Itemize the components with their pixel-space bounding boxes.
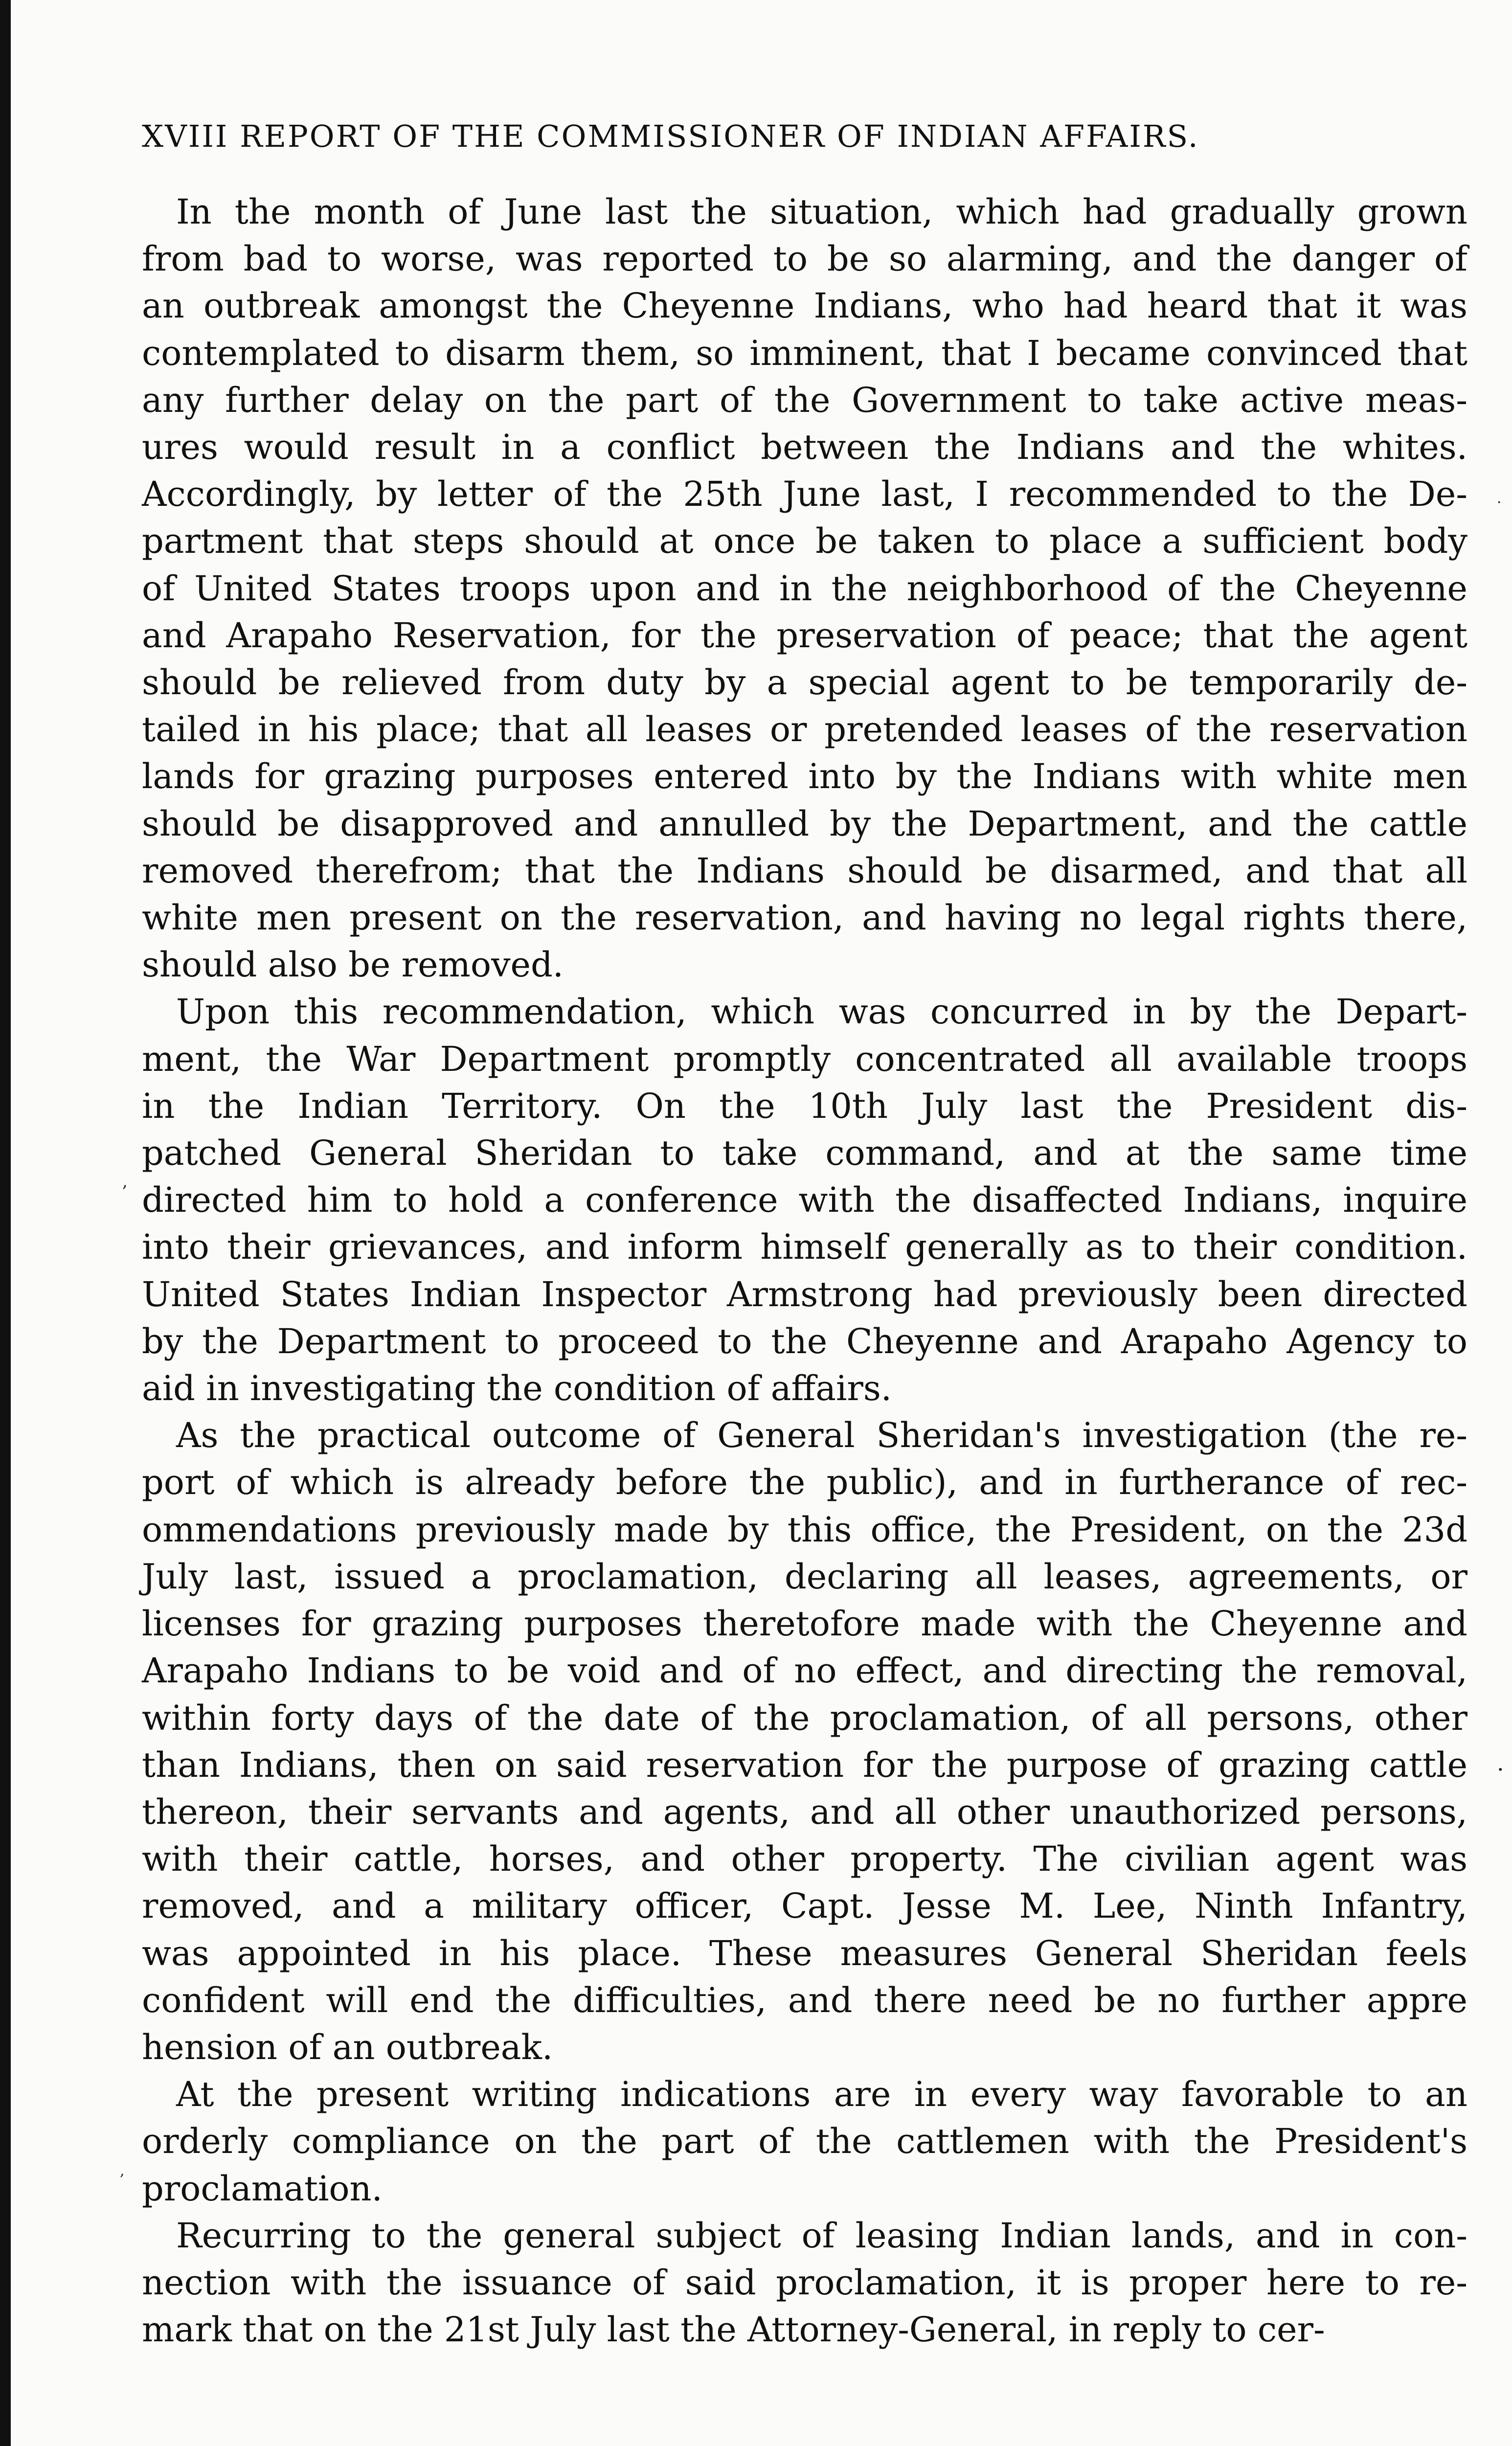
paragraph	[142, 988, 1467, 1412]
text-line: proclamation.	[142, 2168, 383, 2209]
text-line: thereon, their servants and agents, and all other unauthorized persons,	[142, 1791, 1467, 1832]
text-line: hension of an outbreak.	[142, 2027, 553, 2067]
text-line: ommendations previously made by this office, the President, on the 23d	[142, 1509, 1467, 1550]
text-line: by the Department to proceed to the Cheyenne and Arapaho Agency to	[142, 1321, 1467, 1361]
running-header: XVIII REPORT OF THE COMMISSIONER OF INDIAN AFFAIRS.	[142, 118, 1199, 154]
paragraph	[142, 2212, 1467, 2354]
text-line: directed him to hold a conference with the disaffected Indians, inquire	[142, 1180, 1467, 1221]
text-line: tailed in his place; that all leases or pretended leases of the reservation	[142, 709, 1467, 750]
text-line: in the Indian Territory. On the 10th July last the President dis-	[142, 1086, 1467, 1126]
text-line: removed, and a military officer, Capt. Jesse M. Lee, Ninth Infantry,	[142, 1886, 1467, 1926]
text-line: United States Indian Inspector Armstrong had previously been directed	[142, 1274, 1467, 1314]
text-line: aid in investigating the condition of affairs.	[142, 1368, 892, 1409]
margin-speck: ·	[1497, 494, 1502, 511]
text-line: mark that on the 21st July last the Attorney-General, in reply to cer-	[142, 2310, 1325, 2350]
text-line: July last, issued a proclamation, declaring all leases, agreements, or	[142, 1556, 1467, 1597]
text-line: within forty days of the date of the proclamation, of all persons, other	[142, 1698, 1467, 1738]
text-line: from bad to worse, was reported to be so alarming, and the danger of	[142, 239, 1467, 279]
paragraph	[142, 188, 1467, 988]
text-line: port of which is already before the public), and in furtherance of rec-	[142, 1462, 1467, 1503]
text-line: Arapaho Indians to be void and of no effect, and directing the removal,	[142, 1651, 1467, 1691]
report-body	[142, 188, 1467, 2353]
text-line: orderly compliance on the part of the cattlemen with the President's	[142, 2121, 1467, 2162]
text-line: should also be removed.	[142, 945, 564, 985]
margin-speck: ·	[1497, 1756, 1504, 1783]
text-line: Recurring to the general subject of leasing Indian lands, and in con-	[176, 2215, 1467, 2256]
text-line: into their grievances, and inform himself generally as to their condition.	[142, 1227, 1467, 1268]
margin-speck: ,	[120, 2162, 125, 2179]
text-line: At the present writing indications are in every way favorable to an	[176, 2074, 1467, 2115]
text-line: should be disapproved and annulled by the Department, and the cattle	[142, 803, 1467, 844]
text-line: and Arapaho Reservation, for the preservation of peace; that the agent	[142, 615, 1467, 656]
text-line: white men present on the reservation, and having no legal rights there,	[142, 898, 1467, 938]
text-line: any further delay on the part of the Government to take active meas-	[142, 380, 1467, 420]
text-line: with their cattle, horses, and other property. The civilian agent was	[142, 1839, 1467, 1880]
text-line: confident will end the difficulties, and there need be no further appre	[142, 1980, 1467, 2020]
text-line: In the month of June last the situation, which had gradually grown	[176, 192, 1467, 232]
text-line: partment that steps should at once be taken to place a sufficient body	[142, 521, 1467, 562]
text-line: ment, the War Department promptly concentrated all available troops	[142, 1039, 1467, 1079]
text-line: contemplated to disarm them, so imminent, that I became convinced that	[142, 333, 1467, 373]
text-line: than Indians, then on said reservation for the purpose of grazing cattle	[142, 1744, 1467, 1785]
text-line: Accordingly, by letter of the 25th June last, I recommended to the De-	[142, 474, 1467, 515]
text-line: As the practical outcome of General Sheridan's investigation (the re-	[176, 1415, 1467, 1456]
text-line: should be relieved from duty by a special agent to be temporarily de-	[142, 662, 1467, 703]
margin-speck: ,	[122, 1172, 128, 1191]
text-line: lands for grazing purposes entered into by the Indians with white men	[142, 756, 1467, 797]
paragraph	[142, 2071, 1467, 2212]
text-line: patched General Sheridan to take command, and at the same time	[142, 1133, 1467, 1174]
text-line: removed therefrom; that the Indians should be disarmed, and that all	[142, 850, 1467, 891]
text-line: was appointed in his place. These measures General Sheridan feels	[142, 1933, 1467, 1973]
text-line: licenses for grazing purposes theretofore made with the Cheyenne and	[142, 1604, 1467, 1644]
text-line: ures would result in a conflict between the Indians and the whites.	[142, 427, 1467, 468]
text-line: an outbreak amongst the Cheyenne Indians, who had heard that it was	[142, 286, 1467, 326]
text-line: of United States troops upon and in the neighborhood of the Cheyenne	[142, 568, 1467, 609]
text-line: nection with the issuance of said proclamation, it is proper here to re-	[142, 2262, 1467, 2303]
text-line: Upon this recommendation, which was concurred in by the Depart-	[176, 992, 1467, 1032]
paragraph	[142, 1412, 1467, 2071]
scan-left-border	[0, 0, 11, 2446]
